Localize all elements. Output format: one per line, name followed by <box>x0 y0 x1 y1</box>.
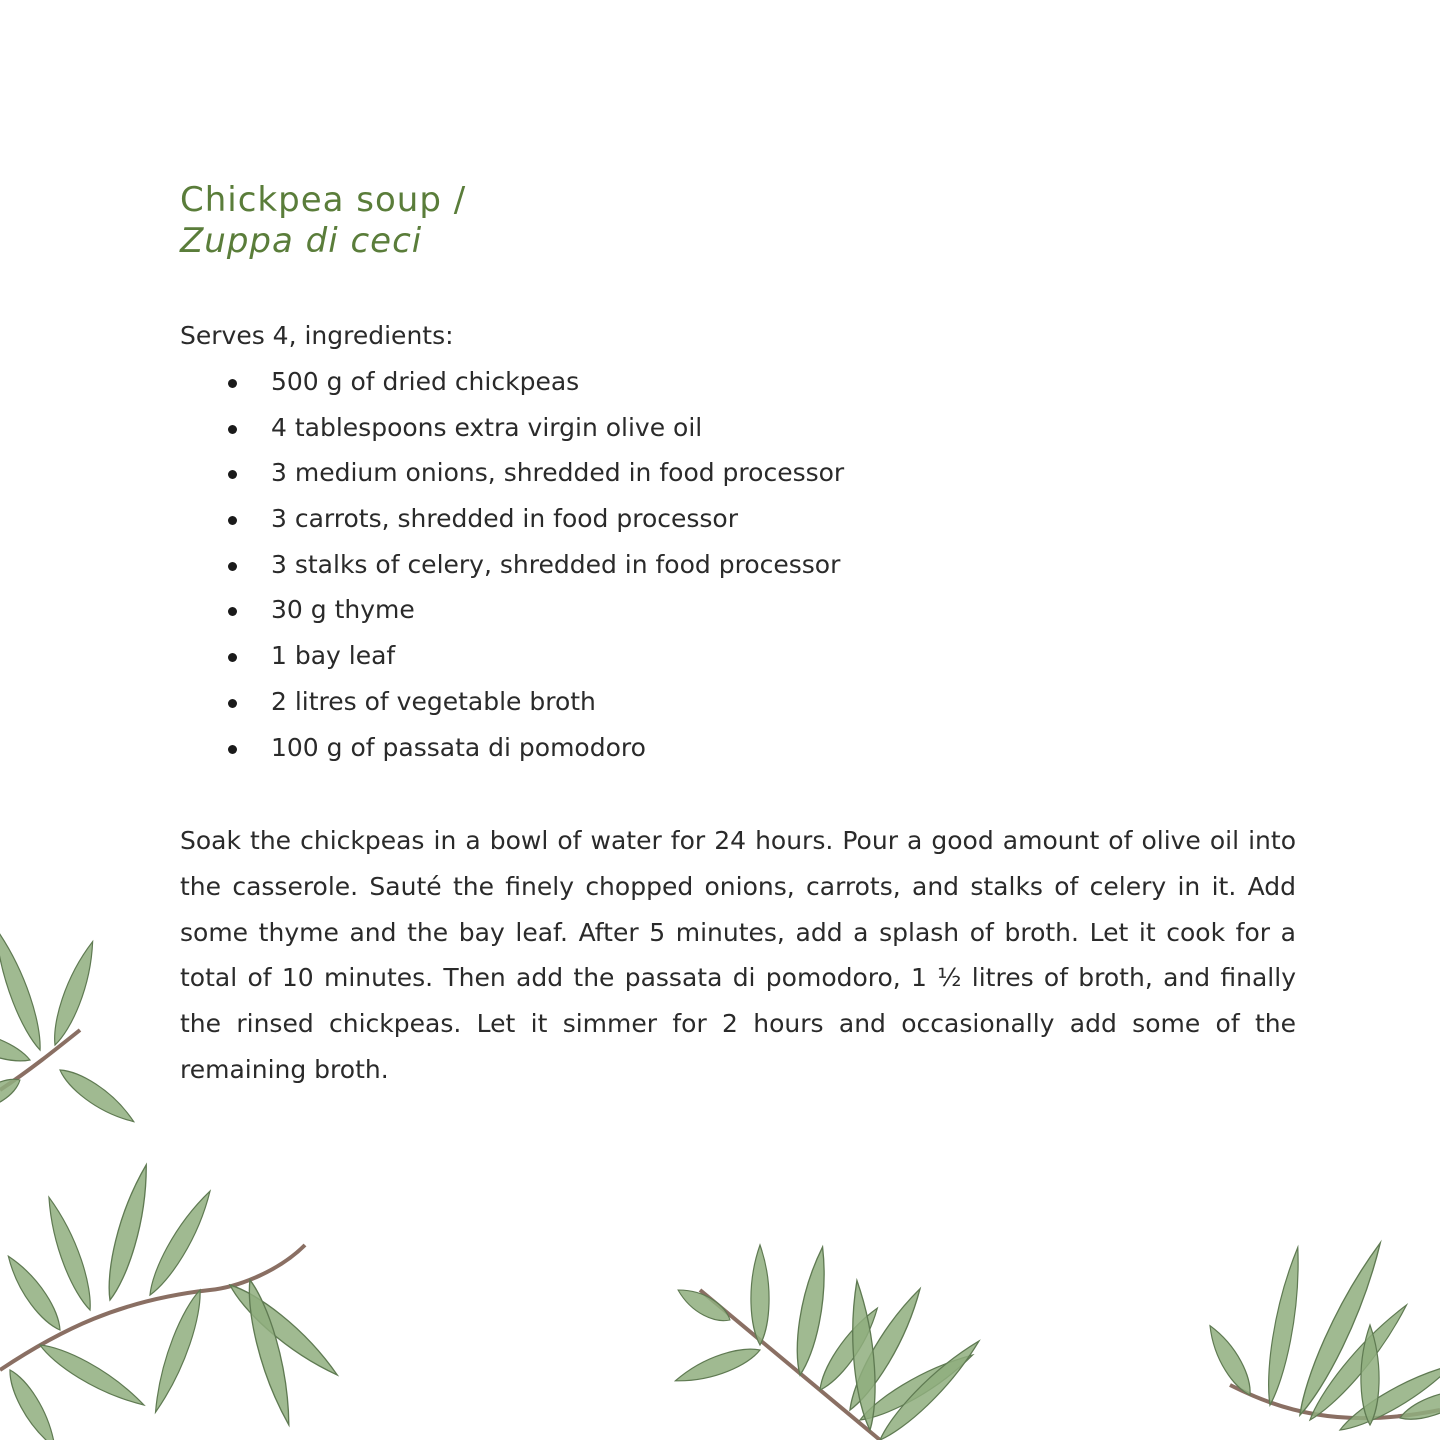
ingredient-item: 3 medium onions, shredded in food processor <box>180 455 1080 501</box>
bullet-icon <box>228 470 237 479</box>
ingredient-item: 3 stalks of celery, shredded in food processor <box>180 547 1080 593</box>
ingredient-item: 30 g thyme <box>180 592 1080 638</box>
bullet-icon <box>228 516 237 525</box>
ingredient-item: 4 tablespoons extra virgin olive oil <box>180 410 1080 456</box>
title-english: Chickpea soup / <box>180 180 467 220</box>
ingredient-item: 100 g of passata di pomodoro <box>180 730 1080 776</box>
recipe-title <box>180 180 466 262</box>
bullet-icon <box>228 745 237 754</box>
ingredient-list <box>180 364 1080 775</box>
bullet-icon <box>228 699 237 708</box>
serves-line: Serves 4, ingredients: <box>180 321 454 350</box>
ingredient-item: 3 carrots, shredded in food processor <box>180 501 1080 547</box>
ingredient-item: 2 litres of vegetable broth <box>180 684 1080 730</box>
bullet-icon <box>228 425 237 434</box>
bullet-icon <box>228 562 237 571</box>
ingredient-item: 1 bay leaf <box>180 638 1080 684</box>
bullet-icon <box>228 607 237 616</box>
bullet-icon <box>228 653 237 662</box>
method-paragraph: Soak the chickpeas in a bowl of water for 24 hours. Pour a good amount of olive oil into the casserole. Sauté the finely chopped onions, carrots, and stalks of celery in it. Add some thyme and the bay leaf. After 5 minutes, add a splash of broth. Let it cook for a total of 10 minutes. Then add the passata di pomodoro, 1 ½ litres of broth, and finally the rinsed chickpeas. Let it simmer for 2 hours and occasionally add some of the remaining broth. <box>180 826 1296 1084</box>
title-italian: Zuppa di ceci <box>180 221 423 261</box>
ingredient-item: 500 g of dried chickpeas <box>180 364 1080 410</box>
bullet-icon <box>228 379 237 388</box>
